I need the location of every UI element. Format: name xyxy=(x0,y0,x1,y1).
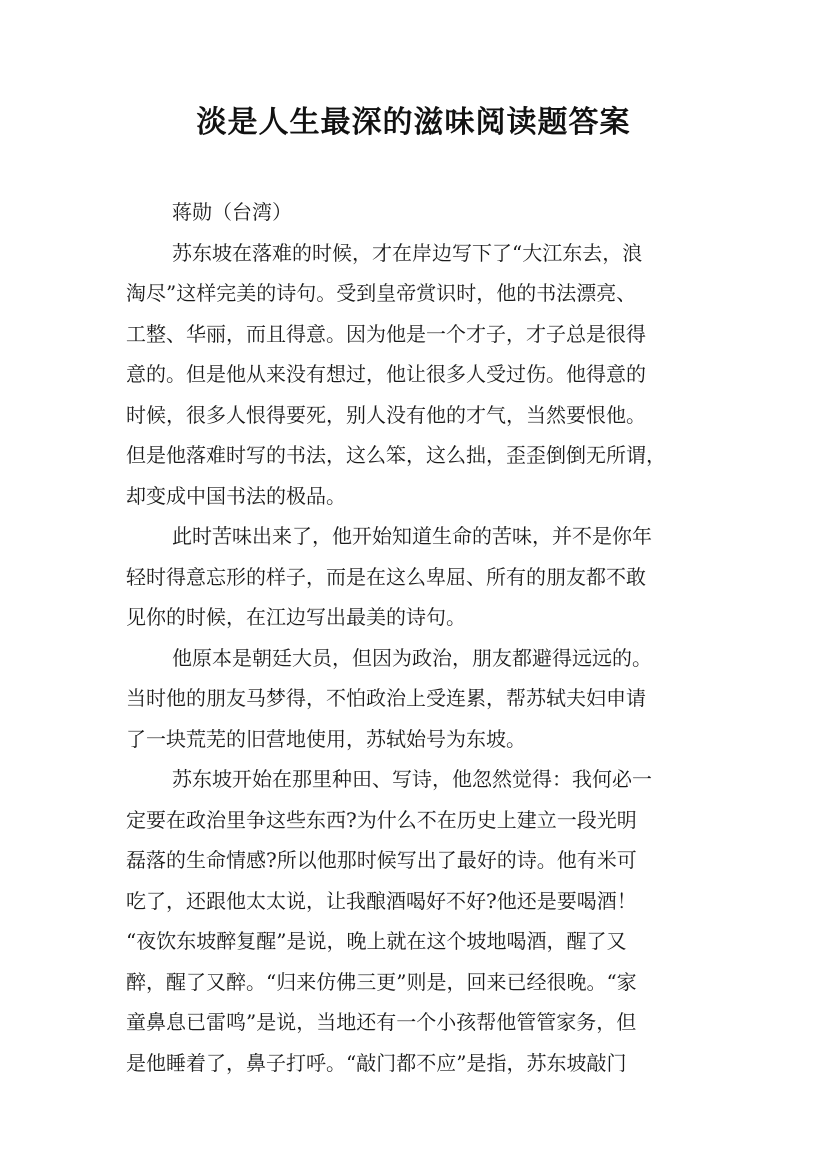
body-line: 定要在政治里争这些东西?为什么不在历史上建立一段光明 xyxy=(126,807,637,832)
document-body xyxy=(126,192,709,1083)
body-line: 时候，很多人恨得要死，别人没有他的才气，当然要恨他。 xyxy=(126,402,646,427)
body-line: 但是他落难时写的书法，这么笨，这么拙，歪歪倒倒无所谓， xyxy=(126,443,666,467)
body-line: 工整、华丽，而且得意。因为他是一个才子，才子总是很得 xyxy=(126,321,646,346)
body-line: 此时苦味出来了，他开始知道生命的苦味，并不是你年 xyxy=(172,524,652,548)
body-line: 轻时得意忘形的样子，而是在这么卑屈、所有的朋友都不敢 xyxy=(126,564,646,589)
body-line: 淘尽”这样完美的诗句。受到皇帝赏识时，他的书法漂亮、 xyxy=(126,281,637,305)
body-line: 是他睡着了，鼻子打呼。“敲门都不应”是指，苏东坡敲门 xyxy=(126,1050,627,1075)
body-line: “夜饮东坡醉复醒”是说，晚上就在这个坡地喝酒，醒了又 xyxy=(126,929,627,953)
document-title: 淡是人生最深的滋味阅读题答案 xyxy=(196,105,631,140)
body-line: 当时他的朋友马梦得，不怕政治上受连累，帮苏轼夫妇申请 xyxy=(126,686,646,710)
body-line: 吃了，还跟他太太说，让我酿酒喝好不好?他还是要喝酒！ xyxy=(126,888,637,913)
body-line: 磊落的生命情感?所以他那时候写出了最好的诗。他有米可 xyxy=(126,848,637,872)
body-line: 苏东坡开始在那里种田、写诗，他忽然觉得：我何必一 xyxy=(172,767,652,791)
body-line: 见你的时候，在江边写出最美的诗句。 xyxy=(126,605,466,629)
body-line: 意的。但是他从来没有想过，他让很多人受过伤。他得意的 xyxy=(126,362,646,386)
body-line: 他原本是朝廷大员，但因为政治，朋友都避得远远的。 xyxy=(172,645,652,670)
body-line: 了一块荒芜的旧营地使用，苏轼始号为东坡。 xyxy=(126,726,526,751)
author-line: 蒋勋（台湾） xyxy=(172,200,292,224)
body-line: 童鼻息已雷鸣”是说，当地还有一个小孩帮他管管家务，但 xyxy=(126,1010,637,1034)
body-line: 醉，醒了又醉。“归来仿佛三更”则是，回来已经很晚。“家 xyxy=(126,969,637,994)
body-line: 苏东坡在落难的时候，才在岸边写下了“大江东去，浪 xyxy=(172,240,643,265)
body-line: 却变成中国书法的极品。 xyxy=(126,483,346,508)
